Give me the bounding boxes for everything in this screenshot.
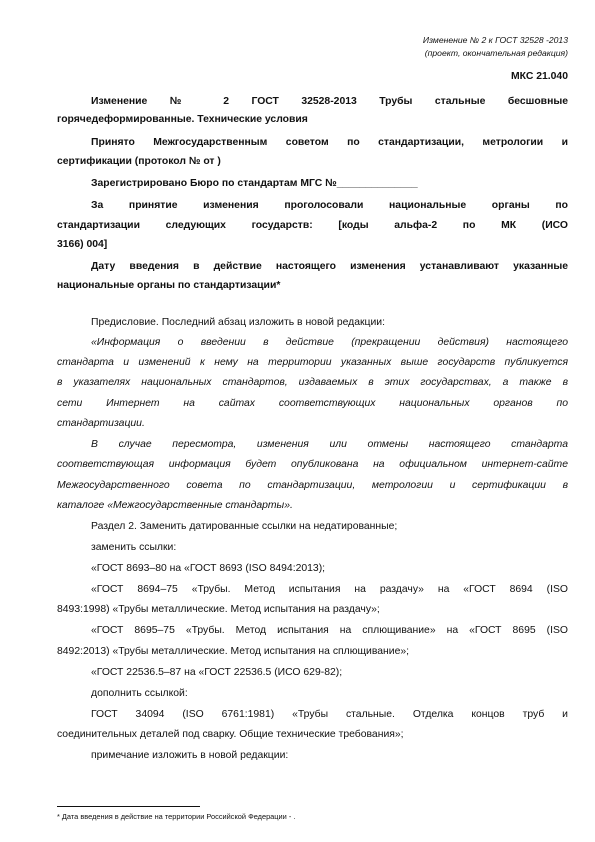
date-intro: Дату введения в действие настоящего изменения устанавливают указанные — [91, 261, 568, 272]
adopted-by: Принято Межгосударственным советом по стандартизации, метрологии и — [91, 137, 568, 148]
ref-gost-8694: «ГОСТ 8694–75 «Трубы. Метод испытания на раздачу» на «ГОСТ 8694 (ISO — [91, 584, 568, 595]
replace-refs-label: заменить ссылки: — [91, 542, 177, 553]
amendment-title: Изменение № 2 ГОСТ 32528-2013 Трубы стальные бесшовные — [91, 96, 568, 107]
mks-code: МКС 21.040 — [510, 71, 568, 82]
preface-text-2: стандарта и изменений к нему на территории указанных выше государств публикуется — [57, 357, 568, 368]
note-instruction: примечание изложить в новой редакции: — [91, 750, 289, 761]
ref-gost-8694-cont: 8493:1998) «Трубы металлические. Метод испытания на раздачу»; — [57, 604, 380, 615]
preface-instruction: Предисловие. Последний абзац изложить в новой редакции: — [91, 317, 385, 328]
amendment-title-cont: горячедеформированные. Технические условия — [57, 114, 308, 125]
draft-status: (проект, окончательная редакция) — [424, 48, 568, 58]
revision-text-4: каталоге «Межгосударственные стандарты». — [57, 500, 293, 511]
preface-text-3: в указателях национальных стандартов, издаваемых в этих государствах, а также в — [57, 377, 568, 388]
voted-by-codes: 3166) 004] — [57, 239, 108, 250]
amendment-header: Изменение № 2 к ГОСТ 32528 -2013 — [422, 35, 568, 45]
preface-text-5: стандартизации. — [57, 418, 145, 429]
revision-text-1: В случае пересмотра, изменения или отмены настоящего стандарта — [91, 439, 568, 450]
ref-gost-34094-cont: соединительных деталей под сварку. Общие технические требования»; — [57, 729, 404, 740]
ref-gost-8693: «ГОСТ 8693–80 на «ГОСТ 8693 (ISO 8494:2013); — [91, 563, 326, 574]
voted-by-cont: стандартизации следующих государств: [коды альфа-2 по МК (ИСО — [57, 220, 568, 231]
section2-instruction: Раздел 2. Заменить датированные ссылки на недатированные; — [91, 521, 398, 532]
protocol-line: сертификации (протокол № от ) — [57, 156, 221, 167]
revision-text-3: Межгосударственного совета по стандартизации, метрологии и сертификации в — [57, 480, 568, 491]
preface-text-1: «Информация о введении в действие (прекращении действия) настоящего — [91, 337, 568, 348]
add-ref-label: дополнить ссылкой: — [91, 688, 188, 699]
ref-gost-8695: «ГОСТ 8695–75 «Трубы. Метод испытания на сплющивание» на «ГОСТ 8695 (ISO — [91, 625, 568, 636]
registered-by: Зарегистрировано Бюро по стандартам МГС №______________ — [91, 178, 418, 189]
date-intro-cont: национальные органы по стандартизации* — [57, 280, 281, 291]
preface-text-4: сети Интернет на сайтах соответствующих национальных органов по — [57, 398, 568, 409]
voted-by: За принятие изменения проголосовали национальные органы по — [91, 200, 568, 211]
ref-gost-8695-cont: 8492:2013) «Трубы металлические. Метод испытания на сплющивание»; — [57, 646, 410, 657]
ref-gost-34094: ГОСТ 34094 (ISO 6761:1981) «Трубы стальные. Отделка концов труб и — [91, 709, 568, 720]
footnote: * Дата введения в действие на территории Российской Федерации - . — [57, 812, 296, 821]
revision-text-2: соответствующая информация будет опубликована на официальном интернет-сайте — [57, 459, 568, 470]
footnote-separator — [57, 806, 200, 807]
ref-gost-22536: «ГОСТ 22536.5–87 на «ГОСТ 22536.5 (ИСО 629-82); — [91, 667, 343, 678]
